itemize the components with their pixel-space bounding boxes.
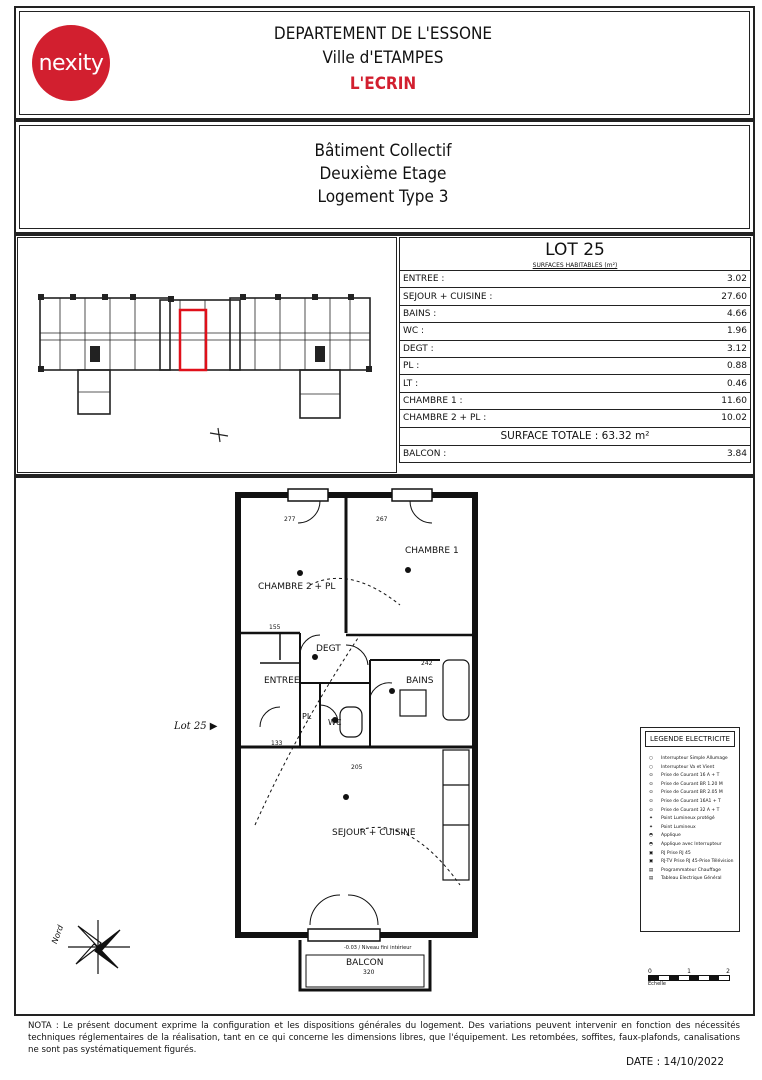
dim-placard: 155 xyxy=(269,624,281,631)
legend-symbol-icon: ⊙ xyxy=(649,790,653,796)
legend-item xyxy=(645,850,735,859)
dim-chambre2: 277 xyxy=(284,516,296,523)
surface-row xyxy=(400,392,751,409)
legend-symbol-icon: ▣ xyxy=(648,850,654,856)
legend-text: Point Lumineux xyxy=(661,824,696,830)
program-title: L'ECRIN xyxy=(349,74,417,94)
legend-item xyxy=(645,867,735,876)
scale-label: Echelle xyxy=(648,981,667,987)
legend-text: Prise de Courant 16A1 + T xyxy=(661,798,721,804)
legend-item xyxy=(645,798,735,807)
legend-text: Prise de Courant 16 A + T xyxy=(661,773,720,779)
total-surface: SURFACE TOTALE : 63.32 m² xyxy=(399,428,751,446)
scale-bar xyxy=(648,968,730,987)
north-compass-icon xyxy=(48,912,138,982)
surface-table xyxy=(399,270,751,428)
scale-tick-0: 0 xyxy=(648,968,652,975)
legend-item xyxy=(645,841,735,850)
surface-label: ENTREE : xyxy=(400,271,663,288)
surface-row xyxy=(400,375,751,392)
surface-row xyxy=(400,410,751,427)
legend-item xyxy=(645,832,735,841)
scale-tick-2: 2 xyxy=(726,968,730,975)
surface-value: 11.60 xyxy=(662,392,750,409)
room-degt: DEGT xyxy=(316,644,341,654)
dim-sejour: 205 xyxy=(351,764,363,771)
surface-label: SEJOUR + CUISINE : xyxy=(400,288,663,305)
legend-title: LEGENDE ELECTRICITE xyxy=(645,731,735,747)
legend-text: Applique avec Interrupteur xyxy=(661,841,722,847)
surface-row xyxy=(400,305,751,322)
surface-label: LT : xyxy=(400,375,663,392)
legend-text: Interrupteur Simple Allumage xyxy=(661,756,728,761)
lot-title: LOT 25 xyxy=(399,237,751,262)
room-bains: BAINS xyxy=(406,676,434,686)
dim-entree: 133 xyxy=(271,740,283,747)
legend-text: RJ Prise RJ 45 xyxy=(661,850,691,856)
legend-symbol-icon: ▤ xyxy=(648,867,654,873)
surface-row xyxy=(400,340,751,357)
legend-item xyxy=(645,815,735,824)
surface-value: 3.02 xyxy=(662,271,750,288)
surface-value: 4.66 xyxy=(662,305,750,322)
surface-value: 27.60 xyxy=(662,288,750,305)
lot-summary xyxy=(399,237,751,463)
legend-text: RJ-TV Prise RJ 45-Prise Télévision xyxy=(661,859,734,865)
room-wc: WC xyxy=(328,718,342,727)
surface-value: 0.46 xyxy=(662,375,750,392)
surface-label: BAINS : xyxy=(400,305,663,322)
surface-value: 10.02 xyxy=(662,410,750,427)
legend-symbol-icon: ⊙ xyxy=(649,798,653,804)
balcon-note: -0.03 / Niveau fini intérieur xyxy=(344,945,412,951)
surface-value: 3.12 xyxy=(662,340,750,357)
legend-text: Prise de Courant 32 A + T xyxy=(661,807,720,813)
legend-symbol-icon: ⊙ xyxy=(649,773,653,779)
room-balcon: BALCON xyxy=(346,958,384,968)
legend-item xyxy=(645,772,735,781)
room-pl: PL xyxy=(302,712,312,721)
legend-text: Prise de Courant BR 1.20 M xyxy=(661,781,723,787)
surface-label: PL : xyxy=(400,357,663,374)
scale-tick-1: 1 xyxy=(687,968,691,975)
room-chambre2: CHAMBRE 2 + PL xyxy=(258,582,336,592)
surface-value: 1.96 xyxy=(662,323,750,340)
surface-row xyxy=(400,323,751,340)
key-plan xyxy=(30,288,390,448)
legend-text: Tableau Electrique Général xyxy=(661,876,722,882)
legend-symbol-icon: ▣ xyxy=(648,859,654,865)
legend-symbol-icon: ⊙ xyxy=(649,781,653,787)
legend-item xyxy=(645,858,735,867)
legend-symbol-icon: ✦ xyxy=(649,816,653,822)
compass-small xyxy=(210,428,228,442)
legend-item xyxy=(645,789,735,798)
floor-label: Deuxième Etage xyxy=(319,164,447,184)
legend-text: Prise de Courant BR 2.05 M xyxy=(661,790,723,796)
lot-subtitle: SURFACES HABITABLES (m²) xyxy=(399,262,751,270)
legend-symbol-icon: ○ xyxy=(649,756,653,761)
dim-bains: 242 xyxy=(421,660,433,667)
room-entree: ENTREE xyxy=(264,676,300,686)
surface-row xyxy=(400,271,751,288)
legend-text: Interrupteur Va et Vient xyxy=(661,764,715,770)
legend-symbol-icon: ▤ xyxy=(648,876,654,882)
legend-box xyxy=(640,727,740,932)
room-chambre1: CHAMBRE 1 xyxy=(405,546,459,556)
legend-symbol-icon: ○ xyxy=(649,764,653,770)
nota-text: NOTA : Le présent document exprime la configuration et les dispositions générales du logement. Des variations peuvent intervenir en fonction des nécessités techniques réglementaires de la réalisation, tant en ce qui concerne les dimensions libres, que l'équipement. Les retombées, soffites, faux-plafonds, canalisations ne sont pas systématiquement figurés. xyxy=(28,1021,740,1055)
legend-item xyxy=(645,824,735,833)
lot-arrow-icon: ▶ xyxy=(209,721,218,732)
floor-plan xyxy=(160,485,500,1010)
date-label: DATE : 14/10/2022 xyxy=(626,1056,725,1068)
surface-label: WC : xyxy=(400,323,663,340)
balcon-dimension: 320 xyxy=(363,969,375,976)
city-title: Ville d'ETAMPES xyxy=(322,48,444,68)
surface-row xyxy=(400,288,751,305)
legend-symbol-icon: ◓ xyxy=(649,841,653,847)
legend-symbol-icon: ✦ xyxy=(649,824,653,830)
legend-item xyxy=(645,781,735,790)
lot-marker: Lot 25 ▶ xyxy=(174,721,218,732)
legend-text: Point Lumineux protégé xyxy=(661,816,715,822)
legend-text: Applique xyxy=(661,833,681,839)
surface-label: DEGT : xyxy=(400,340,663,357)
nexity-logo: nexity xyxy=(32,25,110,101)
legend-symbol-icon: ⊙ xyxy=(649,807,653,813)
legend-symbol-icon: ◓ xyxy=(649,833,653,839)
unit-type: Logement Type 3 xyxy=(317,187,449,207)
legend-item xyxy=(645,764,735,773)
legend-item xyxy=(645,755,735,764)
legend-item xyxy=(645,875,735,884)
surface-value: 0.88 xyxy=(662,357,750,374)
surface-label: CHAMBRE 1 : xyxy=(400,392,663,409)
building-type: Bâtiment Collectif xyxy=(314,141,452,161)
surface-row xyxy=(400,357,751,374)
surface-label: CHAMBRE 2 + PL : xyxy=(400,410,663,427)
department-title: DEPARTEMENT DE L'ESSONE xyxy=(273,24,493,44)
balcon-value: 3.84 xyxy=(726,448,747,459)
legend-item xyxy=(645,807,735,816)
legend-text: Programmateur Chauffage xyxy=(661,867,721,873)
room-sejour: SEJOUR + CUISINE xyxy=(332,828,416,838)
north-label: Nord xyxy=(50,923,66,946)
dim-chambre1: 267 xyxy=(376,516,388,523)
balcon-label: BALCON : xyxy=(403,448,447,459)
